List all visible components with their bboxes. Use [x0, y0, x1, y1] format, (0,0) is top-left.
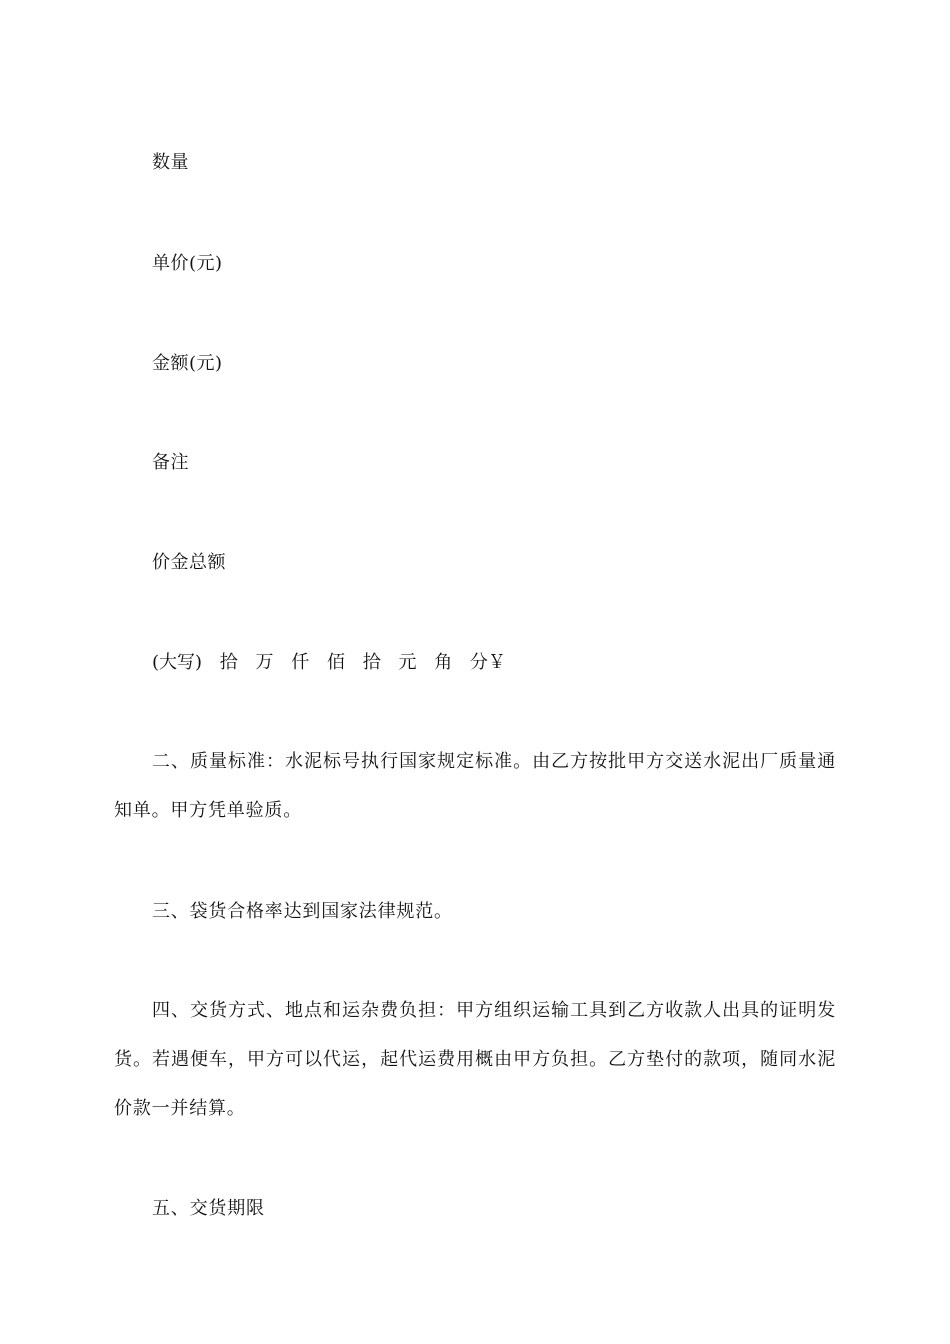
currency-symbol: ￥: [487, 652, 506, 673]
unit-fen: 分: [469, 652, 488, 673]
unit-bai: 佰: [326, 652, 345, 673]
unit-shi-2: 拾: [362, 652, 381, 673]
clause-bag-rate: 三、袋货合格率达到国家法律规范。: [152, 901, 453, 922]
amount-in-words-line: [152, 651, 506, 675]
label-unit-price: 单价(元): [152, 253, 223, 274]
clause-delivery-deadline: 五、交货期限: [152, 1198, 265, 1219]
clause-quality-standard: 二、质量标准：水泥标号执行国家规定标准。由乙方按批甲方交送水泥出厂质量通知单。甲方凭单验质。: [114, 751, 836, 821]
label-amount: 金额(元): [152, 353, 223, 374]
unit-wan: 万: [255, 652, 274, 673]
clause-delivery: 四、交货方式、地点和运杂费负担：甲方组织运输工具到乙方收款人出具的证明发货。若遇便车，甲方可以代运，起代运费用概由甲方负担。乙方垫付的款项，随同水泥价款一并结算。: [114, 1000, 836, 1119]
amount-prefix: (大写): [152, 652, 203, 673]
unit-jiao: 角: [434, 652, 453, 673]
unit-qian: 仟: [291, 652, 310, 673]
label-remarks: 备注: [152, 452, 189, 473]
label-total-amount: 价金总额: [152, 552, 226, 573]
unit-shi-1: 拾: [219, 652, 238, 673]
unit-yuan: 元: [398, 652, 417, 673]
label-quantity: 数量: [152, 152, 189, 173]
